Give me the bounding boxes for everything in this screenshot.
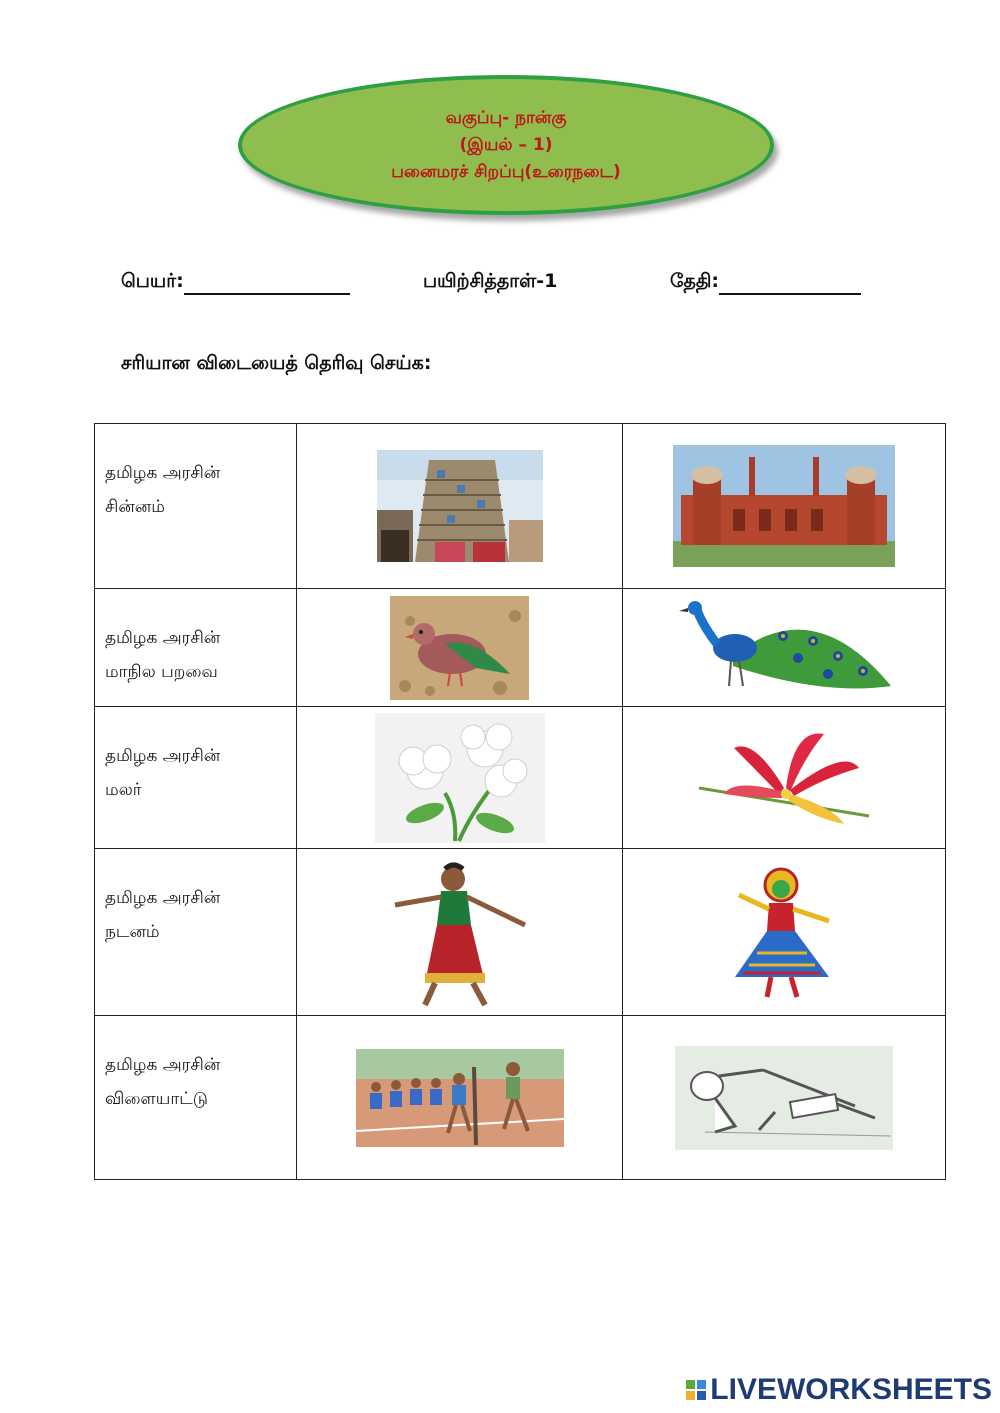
name-field[interactable]	[121, 270, 350, 295]
question-cell	[95, 707, 297, 849]
bharatanatyam-dancer-image[interactable]	[385, 855, 535, 1010]
kabaddi-players-image[interactable]	[356, 1049, 564, 1147]
option-cell[interactable]	[623, 589, 946, 707]
option-cell[interactable]	[623, 424, 946, 589]
question-cell	[95, 849, 297, 1016]
date-blank[interactable]	[719, 275, 861, 295]
question-line: தமிழக அரசின்	[105, 1055, 221, 1075]
option-cell[interactable]	[297, 849, 623, 1016]
title-lesson: பனைமரச் சிறப்பு(உரைநடை)	[391, 161, 621, 182]
kathakali-dancer-image[interactable]	[729, 865, 839, 1000]
question-line: மலர்	[105, 780, 142, 800]
name-blank[interactable]	[184, 275, 350, 295]
date-field[interactable]	[670, 270, 861, 295]
option-cell[interactable]	[297, 707, 623, 849]
instruction-text: சரியான விடையைத் தெரிவு செய்க:	[121, 352, 432, 374]
liveworksheets-logo-icon	[686, 1380, 706, 1400]
question-line: நடனம்	[105, 922, 160, 942]
liveworksheets-watermark	[686, 1373, 992, 1407]
option-cell[interactable]	[623, 707, 946, 849]
title-unit: (இயல் – 1)	[459, 134, 553, 155]
name-label: பெயர்:	[121, 270, 184, 292]
table-row	[95, 1016, 946, 1180]
table-row	[95, 849, 946, 1016]
emerald-dove-image[interactable]	[390, 596, 529, 700]
title-class: வகுப்பு- நான்கு	[445, 107, 567, 128]
option-cell[interactable]	[297, 424, 623, 589]
title-banner	[238, 75, 774, 215]
table-row	[95, 707, 946, 849]
table-row	[95, 589, 946, 707]
option-cell[interactable]	[623, 1016, 946, 1180]
temple-gopuram-image[interactable]	[377, 450, 543, 562]
question-line: விளையாட்டு	[105, 1089, 208, 1109]
question-line: தமிழக அரசின்	[105, 463, 221, 483]
question-line: தமிழக அரசின்	[105, 888, 221, 908]
jasmine-flower-image[interactable]	[375, 713, 545, 843]
tug-game-image[interactable]	[675, 1046, 893, 1150]
worksheet-number: பயிற்சித்தாள்-1	[423, 270, 558, 292]
table-row	[95, 424, 946, 589]
date-label: தேதி:	[670, 270, 720, 292]
question-cell	[95, 424, 297, 589]
watermark-text: LIVEWORKSHEETS	[710, 1373, 992, 1406]
option-cell[interactable]	[623, 849, 946, 1016]
gloriosa-lily-image[interactable]	[694, 728, 874, 828]
question-line: தமிழக அரசின்	[105, 746, 221, 766]
question-line: மாநில பறவை	[105, 662, 218, 682]
option-cell[interactable]	[297, 589, 623, 707]
question-cell	[95, 1016, 297, 1180]
question-cell	[95, 589, 297, 707]
question-line: சின்னம்	[105, 497, 165, 517]
question-line: தமிழக அரசின்	[105, 628, 221, 648]
answer-table	[94, 423, 946, 1180]
option-cell[interactable]	[297, 1016, 623, 1180]
red-fort-image[interactable]	[673, 445, 895, 567]
peacock-image[interactable]	[673, 596, 895, 700]
